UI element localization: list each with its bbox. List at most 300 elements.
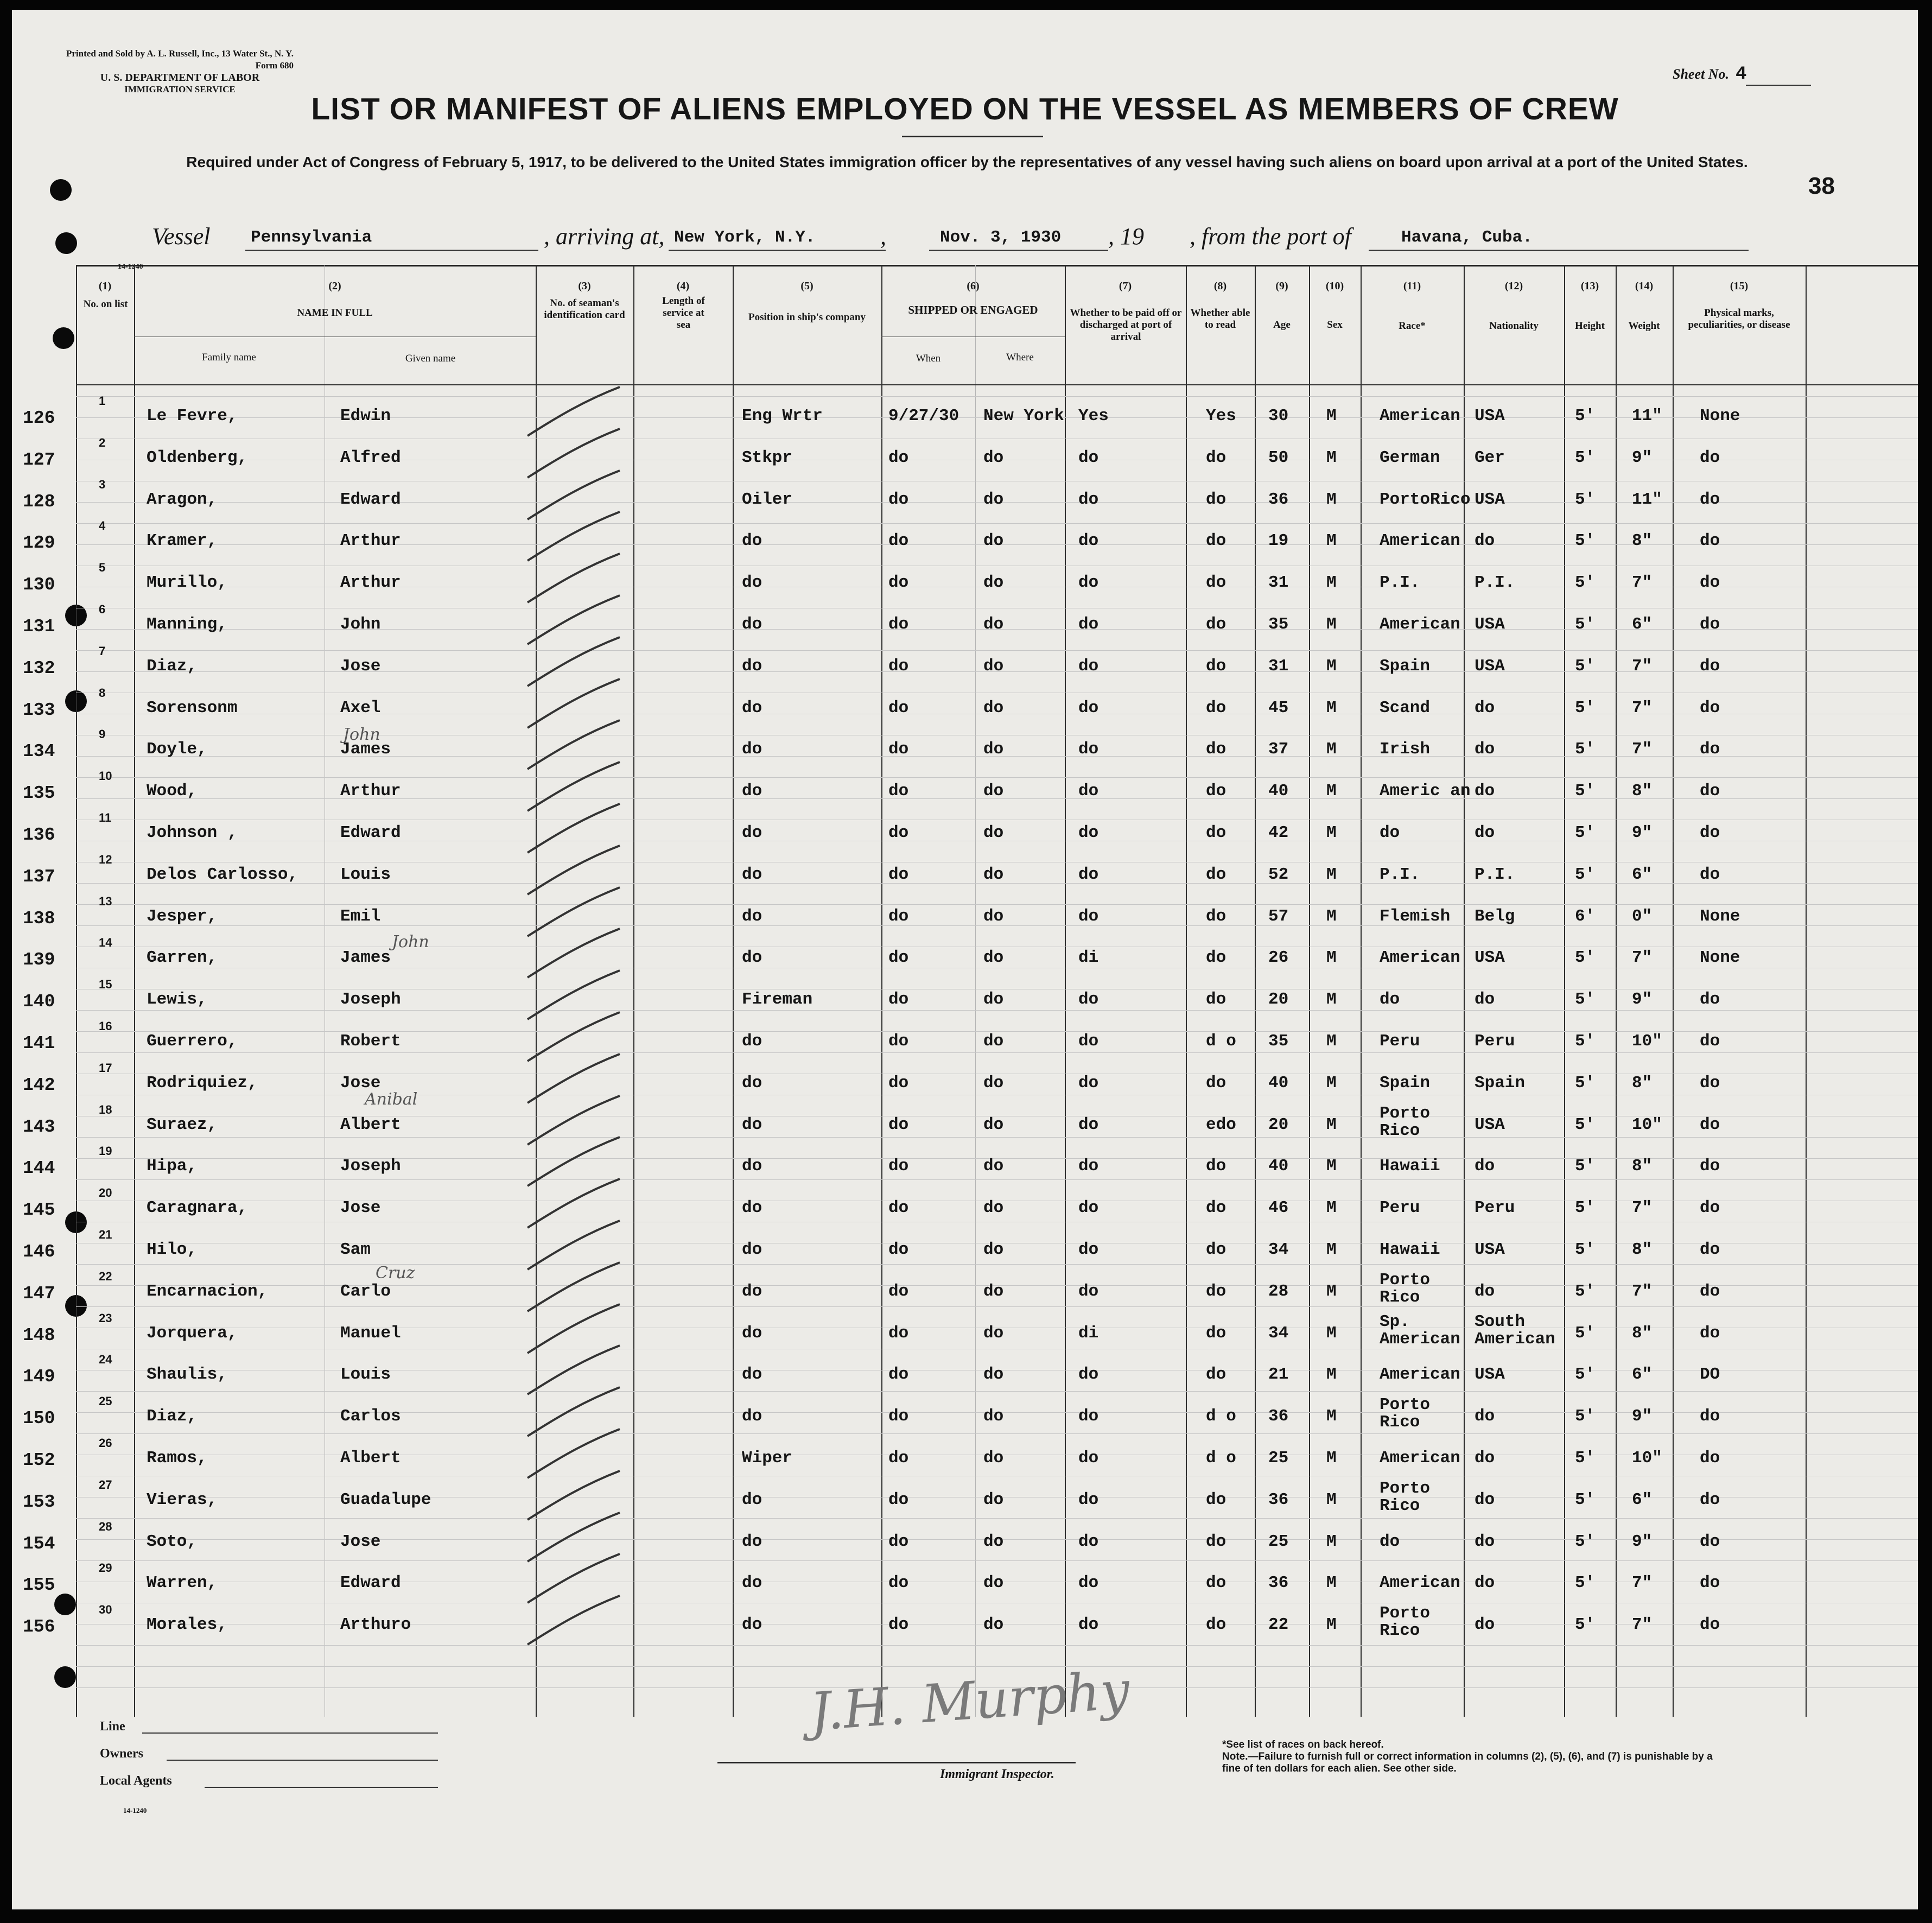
age: 25 (1268, 1532, 1289, 1551)
from-port-label: , from the port of (1190, 223, 1351, 250)
printer-line: Printed and Sold by A. L. Russell, Inc., 13 Water St., N. Y. (66, 48, 294, 59)
sex: M (1326, 1240, 1337, 1259)
age: 57 (1268, 906, 1289, 926)
sex: M (1326, 1281, 1337, 1301)
punch-hole (50, 179, 72, 201)
shipped-when: do (888, 1323, 909, 1343)
printer-imprint (66, 48, 294, 96)
race: Hawaii (1380, 1240, 1440, 1259)
age: 20 (1268, 990, 1289, 1010)
shipped-where: do (983, 1198, 1004, 1218)
race: Sp. American (1380, 1312, 1460, 1349)
nationality: USA (1475, 1240, 1505, 1259)
family-name: Warren, (147, 1573, 218, 1593)
position: do (742, 1198, 762, 1218)
margin-line-number: 139 (23, 950, 55, 970)
age: 34 (1268, 1323, 1289, 1343)
paid-off: do (1078, 698, 1099, 718)
age: 22 (1268, 1615, 1289, 1635)
age: 52 (1268, 865, 1289, 884)
margin-line-number: 135 (23, 783, 55, 804)
header-family-name: Family name (202, 352, 256, 363)
weight: 8" (1632, 782, 1653, 801)
race: Peru (1380, 1032, 1420, 1051)
column-number: (11) (1403, 280, 1421, 292)
family-name: Hipa, (147, 1157, 198, 1176)
weight: 8" (1632, 1073, 1653, 1093)
penalty-note: Note.—Failure to furnish full or correct information in columns (2), (5), (6), and (7) is punishable by a fine of ten dollars for each alien. See other side. (1222, 1751, 1713, 1774)
family-name: Jesper, (147, 906, 218, 926)
family-name: Doyle, (147, 740, 207, 759)
family-name: Wood, (147, 782, 198, 801)
header-list-number: No. on list (83, 299, 128, 310)
age: 42 (1268, 823, 1289, 842)
column-rule (733, 265, 734, 1717)
able-to-read: do (1206, 782, 1226, 801)
family-name: Suraez, (147, 1115, 218, 1134)
height: 5' (1575, 1532, 1596, 1551)
sheet-number (1673, 64, 1746, 85)
weight: 9" (1632, 448, 1653, 467)
nationality: do (1475, 531, 1495, 551)
position: do (742, 1115, 762, 1134)
column-rule (134, 265, 135, 1717)
physical-marks: do (1700, 1115, 1720, 1134)
race: P.I. (1380, 865, 1420, 884)
position: Fireman (742, 990, 813, 1010)
column-number: (10) (1325, 280, 1344, 292)
able-to-read: d o (1206, 1032, 1236, 1051)
shipped-where: do (983, 1157, 1004, 1176)
vessel-label: Vessel (152, 223, 211, 250)
family-name: Kramer, (147, 531, 218, 551)
shipped-where: do (983, 1073, 1004, 1093)
family-name: Soto, (147, 1532, 198, 1551)
paid-off: do (1078, 490, 1099, 509)
physical-marks: do (1700, 448, 1720, 467)
race: Scand (1380, 698, 1431, 718)
column-rule (1361, 265, 1362, 1717)
ruled-line (76, 1666, 1918, 1667)
race: Porto Rico (1380, 1103, 1431, 1140)
physical-marks: DO (1700, 1365, 1720, 1385)
position: do (742, 1281, 762, 1301)
height: 5' (1575, 1032, 1596, 1051)
sheet-number-value: 4 (1736, 64, 1747, 85)
physical-marks: do (1700, 823, 1720, 842)
shipped-where: do (983, 1281, 1004, 1301)
sex: M (1326, 823, 1337, 842)
shipped-when: do (888, 1449, 909, 1468)
departure-port-underline (1369, 250, 1749, 251)
shipped-when: do (888, 1115, 909, 1134)
date-underline (929, 250, 1108, 251)
column-number: (2) (328, 280, 341, 292)
weight: 11" (1632, 407, 1662, 426)
weight: 9" (1632, 990, 1653, 1010)
column-number: (13) (1580, 280, 1599, 292)
list-number: 26 (99, 1436, 112, 1450)
shipped-when: do (888, 1490, 909, 1509)
sex: M (1326, 1449, 1337, 1468)
departure-port: Havana, Cuba. (1401, 228, 1533, 247)
shipped-when: do (888, 698, 909, 718)
shipped-when: do (888, 573, 909, 593)
page-subtitle: Required under Act of Congress of February 5, 1917, to be delivered to the United States immigration officer by the representatives of any vessel having such aliens on board upon arrival at a port of the United States. (186, 154, 1748, 170)
race: American (1380, 1573, 1460, 1593)
nationality: USA (1475, 407, 1505, 426)
weight: 7" (1632, 1281, 1653, 1301)
ruled-line (76, 396, 1918, 397)
weight: 8" (1632, 531, 1653, 551)
list-number: 27 (99, 1477, 112, 1492)
sex: M (1326, 1032, 1337, 1051)
shipped-when: do (888, 1073, 909, 1093)
column-rule (1065, 265, 1066, 1717)
nationality: do (1475, 740, 1495, 759)
header-height: Height (1575, 320, 1605, 332)
shipped-when: do (888, 1281, 909, 1301)
physical-marks: do (1700, 1490, 1720, 1509)
race: American (1380, 407, 1460, 426)
weight: 10" (1632, 1449, 1662, 1468)
list-number: 13 (99, 894, 112, 908)
shipped-where: do (983, 448, 1004, 467)
position: do (742, 1323, 762, 1343)
list-number: 22 (99, 1269, 112, 1283)
physical-marks: do (1700, 656, 1720, 676)
height: 5' (1575, 948, 1596, 968)
able-to-read: do (1206, 531, 1226, 551)
nationality: do (1475, 1449, 1495, 1468)
family-name: Diaz, (147, 1407, 198, 1426)
height: 5' (1575, 823, 1596, 842)
given-name: John (340, 615, 381, 634)
nationality: USA (1475, 615, 1505, 634)
column-number: (6) (967, 280, 980, 292)
paid-off: do (1078, 1365, 1099, 1385)
shipped-where: do (983, 1615, 1004, 1635)
able-to-read: do (1206, 948, 1226, 968)
sheet-number-underline (1746, 85, 1811, 86)
margin-line-number: 138 (23, 908, 55, 929)
height: 5' (1575, 1073, 1596, 1093)
given-name: Edward (340, 1573, 401, 1593)
paid-off: do (1078, 740, 1099, 759)
physical-marks: do (1700, 573, 1720, 593)
race: do (1380, 1532, 1400, 1551)
punch-hole (53, 327, 74, 349)
given-name: Emil (340, 906, 381, 926)
family-name: Delos Carlosso, (147, 865, 298, 884)
punch-hole (55, 232, 77, 254)
handwritten-correction: John (392, 932, 429, 951)
age: 45 (1268, 698, 1289, 718)
list-number: 14 (99, 936, 112, 950)
able-to-read: do (1206, 490, 1226, 509)
column-rule (76, 265, 77, 1717)
margin-line-number: 156 (23, 1617, 55, 1638)
family-name: Diaz, (147, 656, 198, 676)
sex: M (1326, 782, 1337, 801)
sex: M (1326, 1490, 1337, 1509)
margin-line-number: 153 (23, 1492, 55, 1512)
family-name: Hilo, (147, 1240, 198, 1259)
age: 31 (1268, 656, 1289, 676)
paid-off: do (1078, 1240, 1099, 1259)
sex: M (1326, 1157, 1337, 1176)
check-mark (519, 1593, 628, 1653)
shipped-when: do (888, 448, 909, 467)
column-number: (8) (1213, 280, 1227, 292)
height: 5' (1575, 448, 1596, 467)
nationality: USA (1475, 656, 1505, 676)
age: 36 (1268, 1573, 1289, 1593)
ruled-line (76, 650, 1918, 651)
nationality: do (1475, 1281, 1495, 1301)
race: Porto Rico (1380, 1270, 1431, 1307)
list-number: 28 (99, 1519, 112, 1533)
paid-off: do (1078, 1490, 1099, 1509)
race: Hawaii (1380, 1157, 1440, 1176)
height: 5' (1575, 531, 1596, 551)
position: do (742, 906, 762, 926)
position: do (742, 1073, 762, 1093)
list-number: 16 (99, 1019, 112, 1033)
paid-off: Yes (1078, 407, 1109, 426)
physical-marks: do (1700, 1198, 1720, 1218)
sex: M (1326, 740, 1337, 759)
given-name: Joseph (340, 1157, 401, 1176)
paid-off: do (1078, 823, 1099, 842)
able-to-read: do (1206, 573, 1226, 593)
weight: 7" (1632, 698, 1653, 718)
list-number: 7 (99, 644, 106, 658)
age: 36 (1268, 1490, 1289, 1509)
ruled-line (76, 1645, 1918, 1646)
weight: 7" (1632, 1573, 1653, 1593)
position: Oiler (742, 490, 793, 509)
age: 25 (1268, 1449, 1289, 1468)
paid-off: do (1078, 1449, 1099, 1468)
weight: 9" (1632, 1407, 1653, 1426)
column-number: (14) (1635, 280, 1654, 292)
shipped-when: do (888, 823, 909, 842)
able-to-read: do (1206, 1615, 1226, 1635)
column-number: (7) (1118, 280, 1132, 292)
title-rule (902, 136, 1043, 137)
weight: 8" (1632, 1323, 1653, 1343)
able-to-read: d o (1206, 1407, 1236, 1426)
line-underline (142, 1732, 438, 1734)
shipped-where: do (983, 531, 1004, 551)
family-name: Oldenberg, (147, 448, 248, 467)
shipped-where: do (983, 906, 1004, 926)
given-name: Louis (340, 1365, 391, 1385)
given-name: Louis (340, 865, 391, 884)
owners-label: Owners (100, 1747, 143, 1761)
ruled-line (76, 1010, 1918, 1011)
list-number: 5 (99, 561, 106, 575)
nationality: P.I. (1475, 865, 1515, 884)
age: 26 (1268, 948, 1289, 968)
punch-hole (54, 1666, 76, 1688)
line-label: Line (100, 1719, 125, 1734)
punch-hole (54, 1594, 76, 1615)
arriving-label: , arriving at, (544, 223, 665, 250)
physical-marks: do (1700, 1281, 1720, 1301)
header-position: Position in ship's company (748, 312, 866, 323)
physical-marks: do (1700, 990, 1720, 1010)
sex: M (1326, 1365, 1337, 1385)
column-rule (1186, 265, 1187, 1717)
able-to-read: do (1206, 1573, 1226, 1593)
weight: 9" (1632, 823, 1653, 842)
height: 5' (1575, 1573, 1596, 1593)
race: Irish (1380, 740, 1431, 759)
family-name: Sorensonm (147, 698, 238, 718)
nationality: do (1475, 823, 1495, 842)
age: 37 (1268, 740, 1289, 759)
margin-line-number: 146 (23, 1242, 55, 1262)
margin-line-number: 145 (23, 1200, 55, 1221)
shipped-where: do (983, 615, 1004, 634)
list-number: 25 (99, 1394, 112, 1408)
sex: M (1326, 490, 1337, 509)
paid-off: do (1078, 1032, 1099, 1051)
height: 5' (1575, 1323, 1596, 1343)
list-number: 17 (99, 1061, 112, 1075)
ruled-line (76, 1306, 1918, 1307)
given-name: Edward (340, 823, 401, 842)
age: 21 (1268, 1365, 1289, 1385)
ruled-line (76, 777, 1918, 778)
nationality: do (1475, 1573, 1495, 1593)
paid-off: do (1078, 1532, 1099, 1551)
sex: M (1326, 1115, 1337, 1134)
vessel-underline (245, 250, 538, 251)
header-paid-off: Whether to be paid off or discharged at port of arrival (1070, 307, 1182, 342)
family-name: Johnson , (147, 823, 238, 842)
position: Stkpr (742, 448, 793, 467)
paid-off: do (1078, 1407, 1099, 1426)
position: do (742, 740, 762, 759)
race: American (1380, 1365, 1460, 1385)
race: PortoRico (1380, 490, 1471, 509)
age: 30 (1268, 407, 1289, 426)
height: 5' (1575, 698, 1596, 718)
paid-off: do (1078, 1115, 1099, 1134)
position: do (742, 1490, 762, 1509)
paid-off: do (1078, 1573, 1099, 1593)
sheet-number-label: Sheet No. (1673, 66, 1729, 82)
race: American (1380, 948, 1460, 968)
physical-marks: do (1700, 1073, 1720, 1093)
column-rule (1464, 265, 1465, 1717)
shipped-where: do (983, 1407, 1004, 1426)
sex: M (1326, 656, 1337, 676)
sex: M (1326, 990, 1337, 1010)
shipped-where: do (983, 990, 1004, 1010)
height: 5' (1575, 1198, 1596, 1218)
nationality: do (1475, 1532, 1495, 1551)
sex: M (1326, 948, 1337, 968)
list-number: 3 (99, 477, 106, 491)
race: do (1380, 990, 1400, 1010)
shipped-when: 9/27/30 (888, 407, 959, 426)
physical-marks: do (1700, 782, 1720, 801)
able-to-read: d o (1206, 1449, 1236, 1468)
physical-marks: do (1700, 698, 1720, 718)
age: 36 (1268, 490, 1289, 509)
owners-underline (167, 1760, 438, 1761)
header-race: Race* (1399, 320, 1426, 332)
header-bottom-rule (76, 384, 1918, 385)
shipped-where: do (983, 1323, 1004, 1343)
position: do (742, 1407, 762, 1426)
height: 5' (1575, 573, 1596, 593)
able-to-read: do (1206, 698, 1226, 718)
given-name: Arthur (340, 782, 401, 801)
sex: M (1326, 865, 1337, 884)
position: do (742, 615, 762, 634)
weight: 6" (1632, 1490, 1653, 1509)
age: 36 (1268, 1407, 1289, 1426)
able-to-read: do (1206, 448, 1226, 467)
nationality: do (1475, 1157, 1495, 1176)
list-number: 24 (99, 1353, 112, 1367)
column-rule (1564, 265, 1565, 1717)
weight: 7" (1632, 740, 1653, 759)
shipped-when: do (888, 1365, 909, 1385)
column-rule (1806, 265, 1807, 1717)
position: do (742, 1365, 762, 1385)
nationality: USA (1475, 948, 1505, 968)
ruled-line (76, 523, 1918, 524)
ruled-line (76, 1518, 1918, 1519)
margin-line-number: 133 (23, 700, 55, 720)
paid-off: di (1078, 1323, 1099, 1343)
margin-line-number: 132 (23, 658, 55, 678)
paid-off: do (1078, 865, 1099, 884)
race: Spain (1380, 656, 1431, 676)
position: do (742, 865, 762, 884)
column-number: (5) (800, 280, 814, 292)
signature-underline (717, 1762, 1076, 1763)
paid-off: do (1078, 1615, 1099, 1635)
age: 35 (1268, 615, 1289, 634)
margin-line-number: 149 (23, 1367, 55, 1387)
age: 40 (1268, 1073, 1289, 1093)
position: do (742, 1573, 762, 1593)
age: 31 (1268, 573, 1289, 593)
ruled-line (76, 904, 1918, 905)
list-number: 20 (99, 1186, 112, 1200)
list-number: 9 (99, 727, 106, 741)
physical-marks: do (1700, 1449, 1720, 1468)
inspector-signature: J.H. Murphy (808, 1659, 1132, 1743)
height: 6' (1575, 906, 1596, 926)
physical-marks: do (1700, 490, 1720, 509)
position: do (742, 531, 762, 551)
local-agents-label: Local Agents (100, 1774, 172, 1788)
weight: 7" (1632, 1198, 1653, 1218)
able-to-read: do (1206, 865, 1226, 884)
race-note: *See list of races on back hereof. (1222, 1739, 1384, 1750)
given-name: Albert (340, 1449, 401, 1468)
age: 46 (1268, 1198, 1289, 1218)
shipped-when: do (888, 1615, 909, 1635)
